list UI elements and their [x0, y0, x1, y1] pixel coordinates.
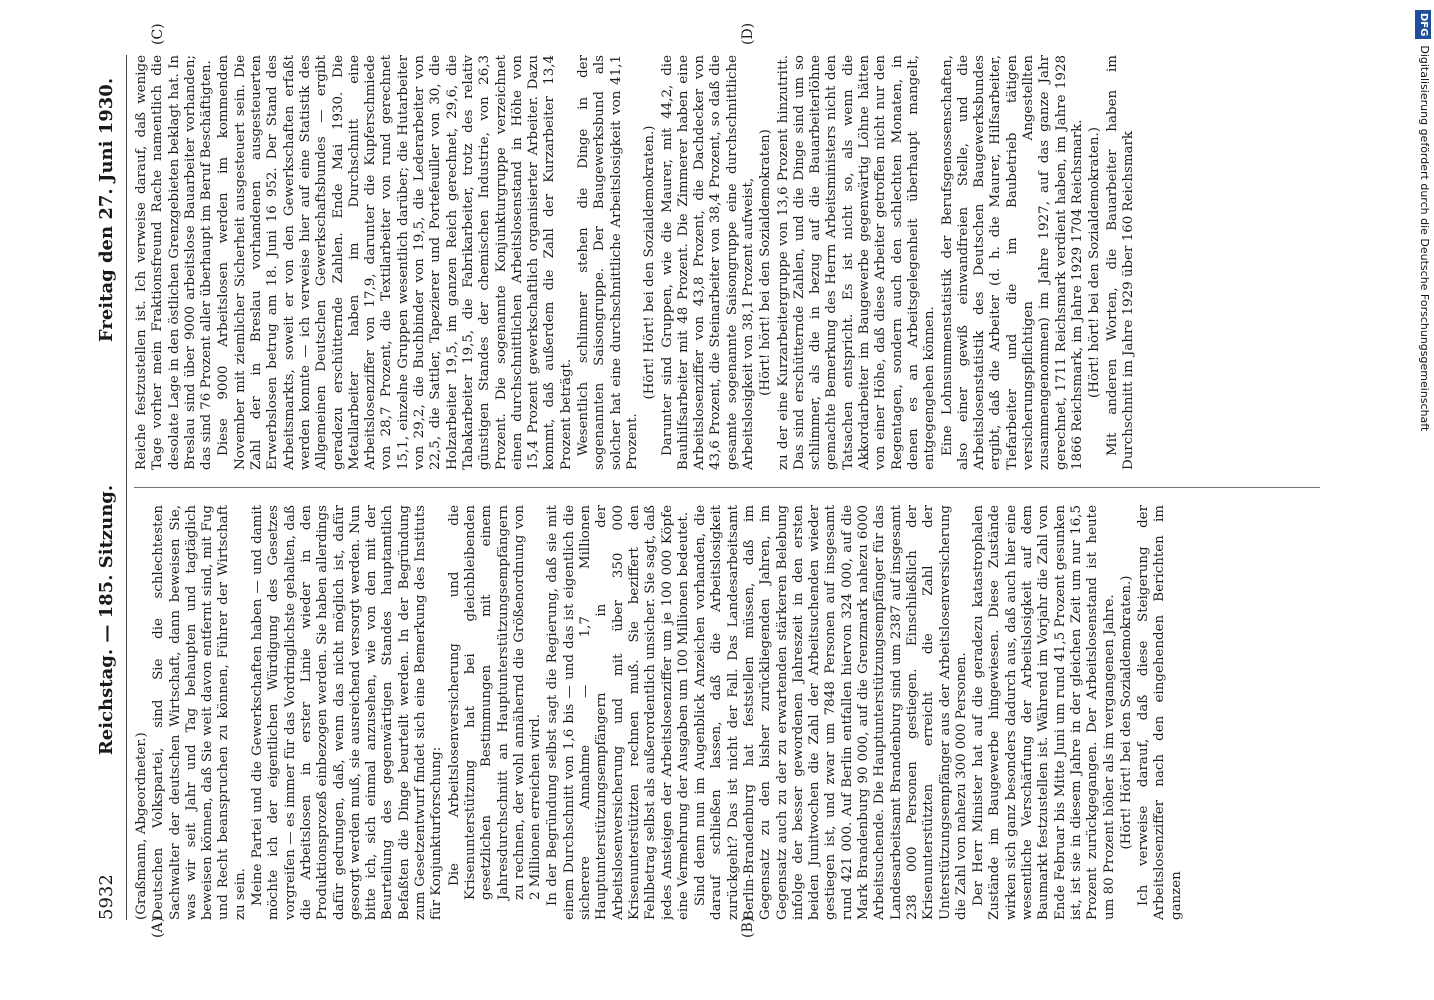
quoted-paragraph: Die Arbeitslosenversicherung und die Krisenunterstützung hat bei gleichbleibenden gesetzlichen Bestimmungen mit einem Jahresdurchschnitt an Hauptunterstützungsempfängern zu rechnen, der wohl annähernd die Größenordnung von 2 Millionen erreichen wird.	[446, 505, 544, 900]
interjection: (Hört! Hört! bei den Sozialdemokraten.)	[642, 125, 658, 400]
dfg-logo-icon: DFG	[1415, 10, 1431, 39]
header-rule	[126, 55, 127, 920]
paragraph: Meine Partei und die Gewerkschaften haben — und damit möchte ich der eigentlichen Würdigung des Gesetzes vorgreifen — es immer für das Vordringlichste gehalten, daß die Arbeitslosen in erster Linie wieder in den Produktionsprozeß einbezogen werden. Sie haben allerdings dafür gedrungen, daß, wenn das nicht möglich ist, dafür gesorgt werden muß, sie ausreichend versorgt werden. Nun bitte ich, sich einmal anzusehen, wie von den mit der Beurteilung des gegenwärtigen Standes hauptamtlich Befaßten die Dinge beurteilt werden. In der Begründung zum Gesetzentwurf findet sich eine Bemerkung des Instituts für Konjunkturforschung:	[250, 505, 445, 920]
margin-marker-a: (A)	[150, 916, 166, 938]
page-number: 5932	[96, 874, 117, 920]
interjection: (Hört! hört! bei den Sozialdemokraten.)	[1087, 127, 1103, 398]
column-divider	[134, 487, 1320, 488]
paragraph: In der Begründung selbst sagt die Regierung, daß sie mit einem Durchschnitt von 1,6 bis — und das ist eigentlich die sicherere Annahme — 1,7 Millionen Hauptunterstützungsempfängern in der Arbeitslosenversicherung und mit über 350 000 Krisenunterstützten rechnen muß. Sie beziffert den Fehlbetrag selbst als außerordentlich unsicher. Sie sagt, daß jedes Ansteigen der Arbeitslosenziffer um je 100 000 Köpfe eine Vermehrung der Ausgaben um 100 Millionen bedeutet.	[545, 505, 691, 920]
session-date: Freitag den 27. Juni 1930.	[96, 77, 117, 343]
margin-marker-c: (C)	[150, 23, 166, 45]
left-column	[134, 505, 1324, 920]
digitization-sidebar	[1416, 10, 1432, 990]
margin-marker-b: (B)	[740, 916, 756, 938]
paragraph: zu der eine Kurzarbeitergruppe von 13,6 Prozent hinzutritt. Das sind erschütternde Zahlen, und die Dinge sind um so schlimmer, als die in bezug auf die Bauarbeiterlöhne gemachte Bemerkung des Herrn Arbeitsministers nicht den Tatsachen entspricht. Es ist nicht so, als wenn die Akkordarbeiter im Baugewerbe gegenwärtig Löhne hätten von einer Höhe, daß diese Arbeiter getroffen nicht nur den Regentagen, sondern auch den schlechten Monaten, in denen es an Arbeitsgelegenheit überhaupt mangelt, entgegengehen können.	[775, 55, 938, 470]
right-column	[134, 55, 1324, 470]
paragraph: Mit anderen Worten, die Bauarbeiter haben im Durchschnitt im Jahre 1929 über 160 Reichsmark	[1104, 55, 1136, 470]
paragraph: Der Herr Minister hat auf die geradezu katastrophalen Zustände im Baugewerbe hingewiesen. Diese Zustände wirken sich ganz besonders dadurch aus, daß auch hier eine wesentliche Verschärfung der Arbeitslosigkeit auf dem Baumarkt festzustellen ist. Während im Vorjahr die Zahl von Ende Februar bis Mitte Juni um rund 41,5 Prozent gesunken ist, ist sie in diesem Jahre in der gleichen Zeit um nur 16,5 Prozent zurückgegangen. Der Arbeitslosenstand ist heute um 80 Prozent höher als im vergangenen Jahre.	[971, 505, 1117, 920]
paragraph: Deutschen Volkspartei, sind Sie die schlechtesten Sachwalter der deutschen Wirtschaft, dann beweisen Sie, was wir seit Jahr und Tag behaupten und tagtäglich beweisen können, daß Sie weit davon entfernt sind, mit Fug und Recht beanspruchen zu können, Führer der Wirtschaft zu sein.	[151, 505, 248, 920]
paragraph: Ich verweise darauf, daß diese Steigerung der Arbeitslosenziffer nach den eingehenden Berichten im ganzen	[1136, 505, 1184, 920]
paragraph: Darunter sind Gruppen, wie die Maurer, mit 44,2, die Bauhilfsarbeiter mit 48 Prozent. Die Zimmerer haben eine Arbeitslosenziffer von 43,8 Prozent, die Dachdecker von 43,6 Prozent, die Steinarbeiter von 38,4 Prozent, so daß die gesamte sogenannte Saisongruppe eine durchschnittliche Arbeitslosigkeit von 38,1 Prozent aufweist,	[659, 55, 756, 470]
page-header	[96, 55, 126, 920]
sidebar-credit	[1416, 10, 1432, 990]
session-title: Reichstag. — 185. Sitzung.	[96, 484, 117, 756]
interjection: (Hört! Hört! bei den Sozialdemokraten.)	[1118, 575, 1134, 850]
margin-marker-d: (D)	[740, 22, 756, 45]
sidebar-credit-text: Digitalisierung gefördert durch die Deutsche Forschungsgemeinschaft	[1418, 45, 1431, 432]
paragraph: Eine Lohnsummenstatistik der Berufsgenossenschaften, also einer gewiß einwandfreien Stelle, und die Arbeitslosenstatistik des Deutschen Baugewerksbundes ergibt, daß die Arbeiter (d. h. die Maurer, Hilfsarbeiter, Tiefarbeiter und die im Baubetrieb tätigen versicherungspflichtigen Angestellten zusammengenommen) im Jahre 1927, auf das ganze Jahr gerechnet, 1711 Reichsmark verdient haben, im Jahre 1928 1866 Reichsmark, im Jahre 1929 1704 Reichsmark.	[939, 55, 1085, 470]
paragraph: Sind denn nun im Augenblick Anzeichen vorhanden, die darauf schließen lassen, daß die Arbeitslosigkeit zurückgeht? Das ist nicht der Fall. Das Landesarbeitsamt Berlin-Brandenburg hat feststellen müssen, daß im Gegensatz zu den bisher zurückliegenden Jahren, im Gegensatz auch zu der zu erwartenden stärkeren Belebung infolge der besser gewordenen Jahreszeit in den ersten beiden Junitwochen die Zahl der Arbeitsuchenden wieder gestiegen ist, und zwar um 7848 Personen auf insgesamt rund 421 000. Auf Berlin entfallen hiervon 324 000, auf die Mark Brandenburg 90 000, auf die Grenzmark nahezu 6000 Arbeitsuchende. Die Hauptunterstützungsempfänger für das Landesarbeitsamt Brandenburg sind um 2387 auf insgesamt 238 000 Personen gestiegen. Einschließlich der Krisenunterstützten erreicht die Zahl der Unterstützungsempfänger aus der Arbeitslosenversicherung die Zahl von nahezu 300 000 Personen.	[693, 505, 969, 920]
speaker-line: (Graßmann, Abgeordneter.)	[134, 732, 149, 920]
interjection: (Hört! hört! bei den Sozialdemokraten)	[758, 129, 774, 396]
paragraph: Wesentlich schlimmer stehen die Dinge in der sogenannten Saisongruppe. Der Baugewerksbund als solcher hat eine durchschnittliche Arbeitslosigkeit von 41,1 Prozent.	[576, 55, 640, 470]
paragraph: Reiche festzustellen ist. Ich verweise darauf, daß wenige Tage vorher mein Fraktionsfreund Rache namentlich die desolate Lage in den östlichen Grenzgebieten beklagt hat. In Breslau sind über 9000 arbeitslose Bauarbeiter vorhanden; das sind 76 Prozent aller überhaupt im Beruf Beschäftigten.	[134, 55, 215, 470]
paragraph: Diese 9000 Arbeitslosen werden im kommenden November mit ziemlicher Sicherheit ausgesteuert sein. Die Zahl der in Breslau vorhandenen ausgesteuerten Erwerbslosen betrug am 18. Juni 16 952. Der Stand des Arbeitsmarkts, soweit er von den Gewerkschaften erfaßt werden konnte — ich verweise hier auf eine Statistik des Allgemeinen Deutschen Gewerkschaftsbundes — ergibt geradezu erschütternde Zahlen. Ende Mai 1930. Die Metallarbeiter haben im Durchschnitt eine Arbeitslosenziffer von 17,9, darunter die Kupferschmiede von 28,7 Prozent, die Textilarbeiter von rund gerechnet 15,1, einzelne Gruppen wesentlich darüber; die Hutarbeiter von 29,2, die Buchbinder von 19,5, die Lederarbeiter von 22,5, die Sattler, Tapezierer und Portefeuiller von 30, die Holzarbeiter 19,5, im ganzen Reich gerechnet, 29,6, die Tabakarbeiter 19,5, die Fabrikarbeiter, trotz des relativ günstigen Standes der chemischen Industrie, von 26,3 Prozent. Die sogenannte Konjunkturgruppe verzeichnet einen durchschnittlichen Arbeitslosenstand in Höhe von 15,4 Prozent gewerkschaftlich organisierter Arbeiter. Dazu kommt, daß außerdem die Zahl der Kurzarbeiter 13,4 Prozent beträgt.	[216, 55, 574, 470]
